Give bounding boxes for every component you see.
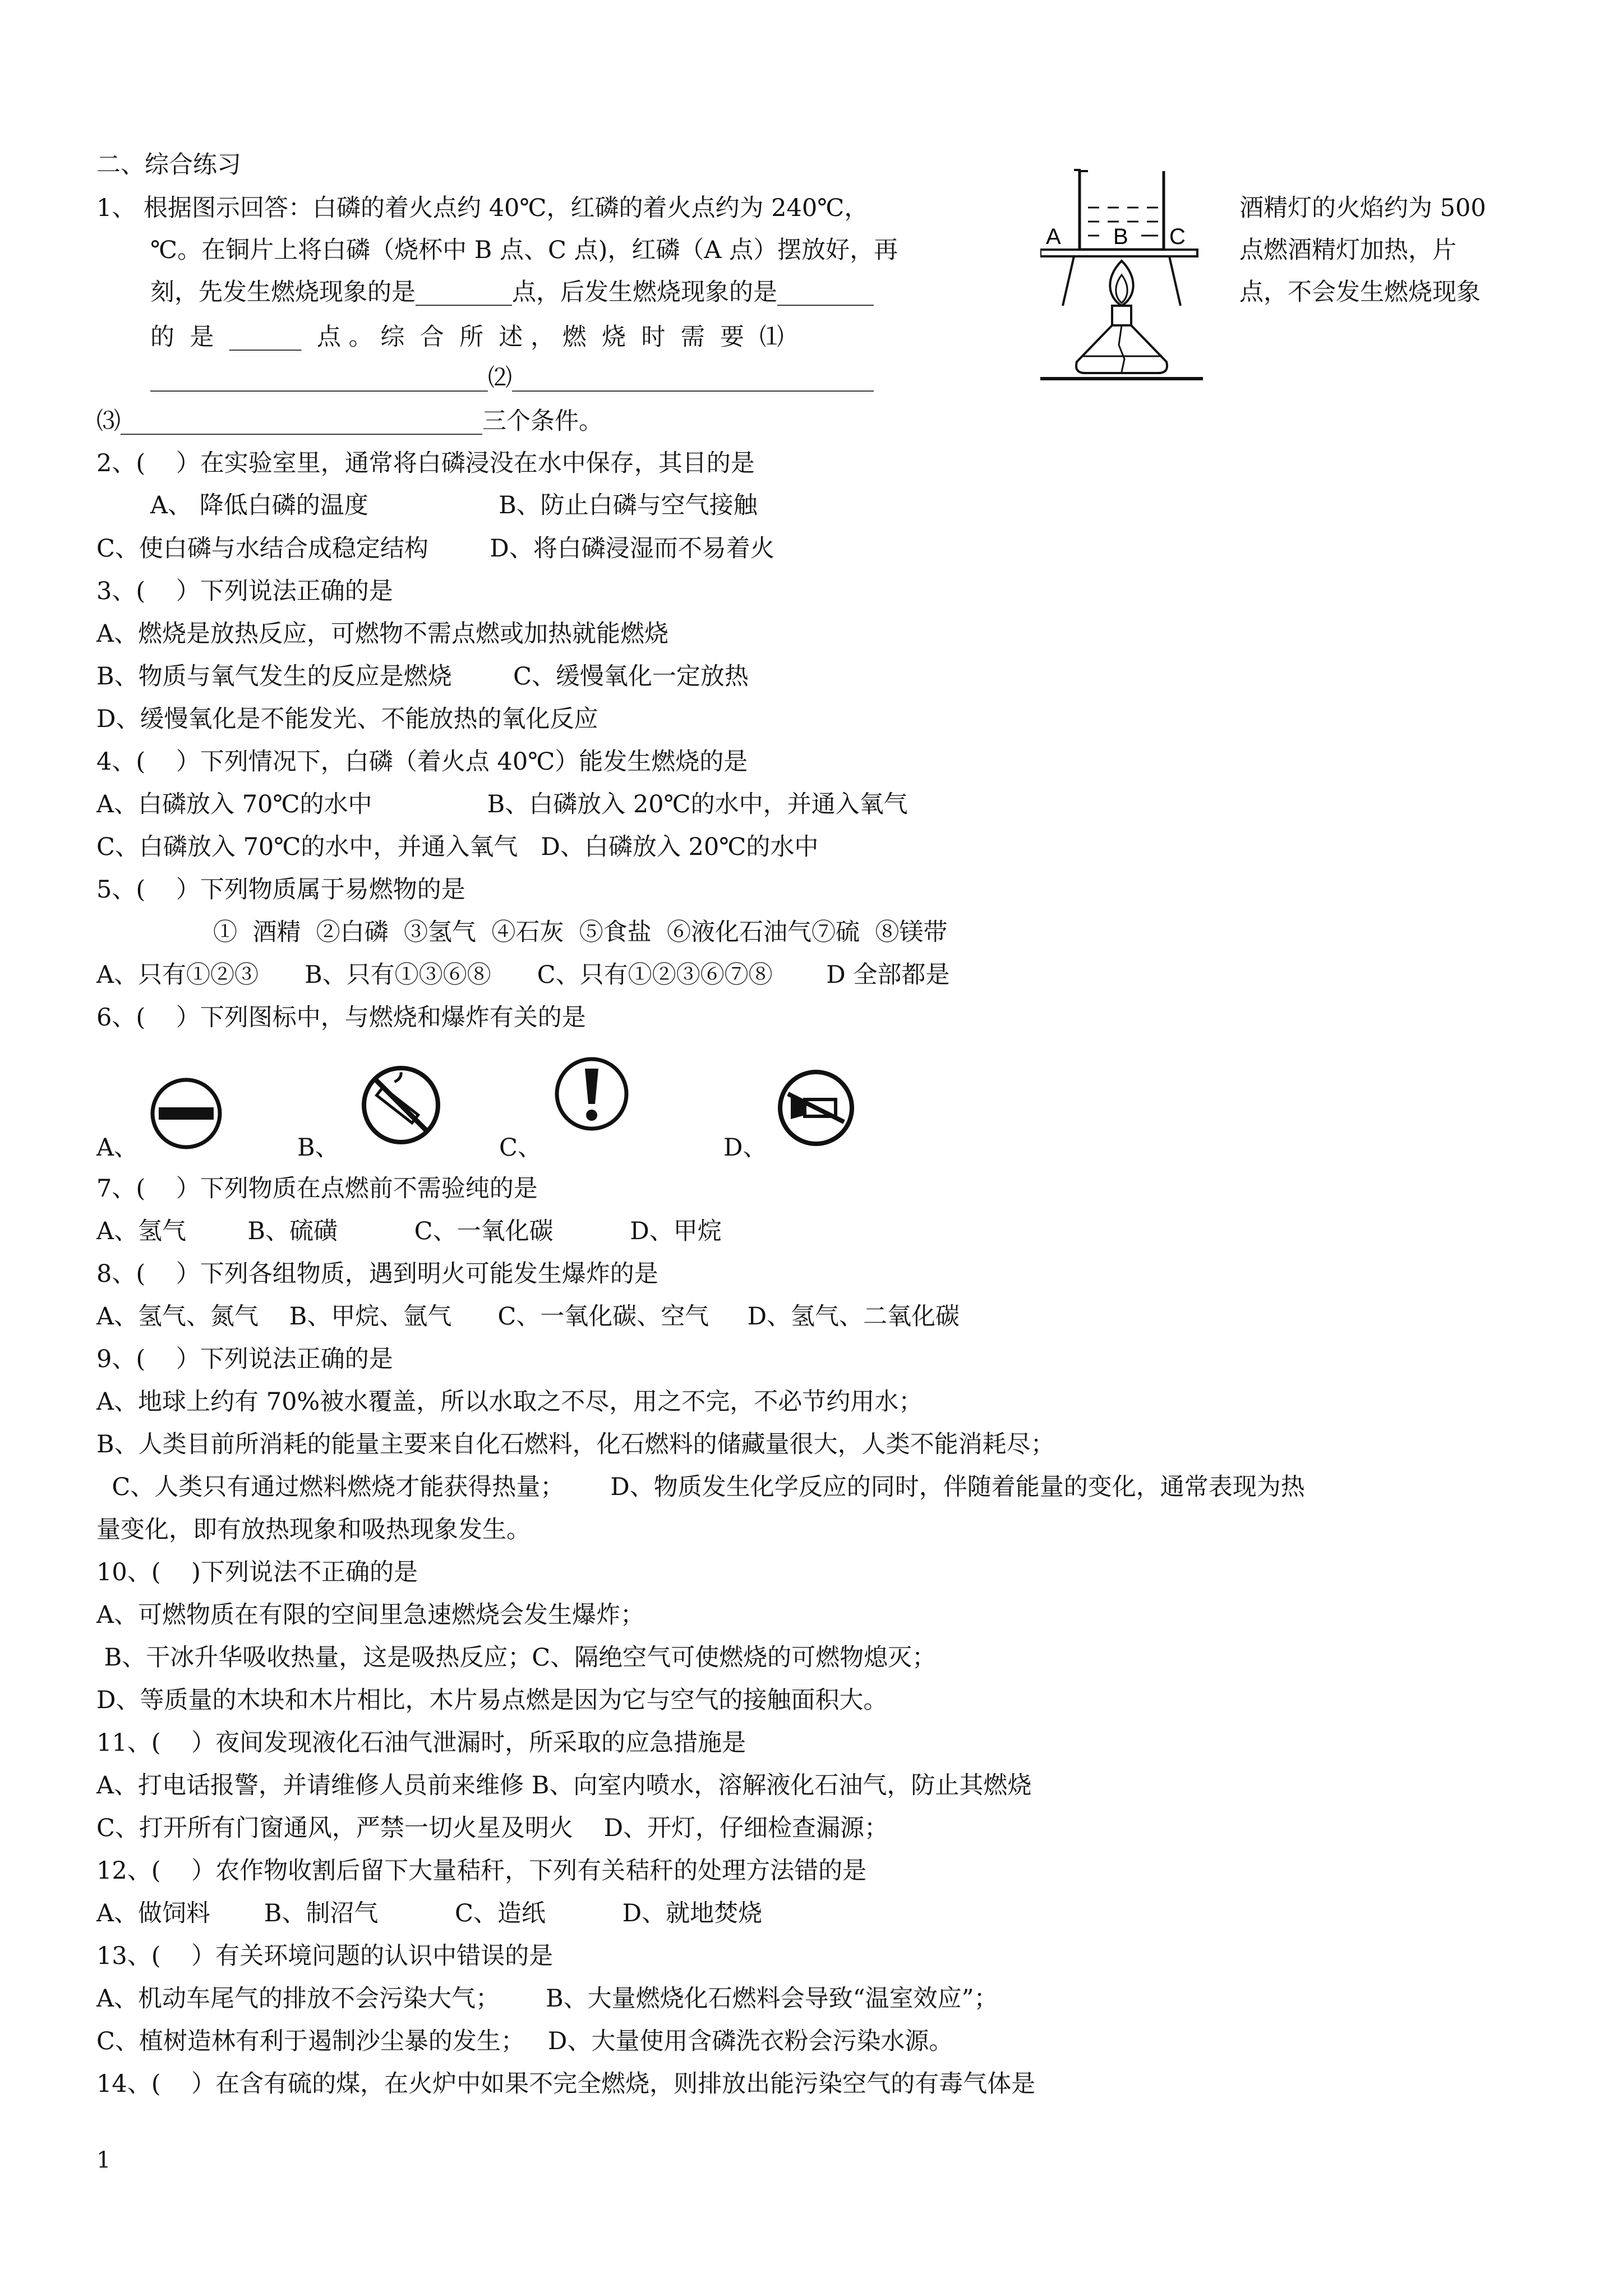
q11-options-cd: C、打开所有门窗通风，严禁一切火星及明火 D、开灯，仔细检查漏源； — [96, 1814, 889, 1842]
q4-options-cd: C、白磷放入 70℃的水中，并通入氧气 D、白磷放入 20℃的水中 — [96, 833, 819, 861]
q6-label-c: C、 — [499, 1134, 542, 1162]
q9-option-a: A、地球上约有 70%被水覆盖，所以水取之不尽，用之不完，不必节约用水； — [96, 1388, 923, 1416]
q10-option-d: D、等质量的木块和木片相比，木片易点燃是因为它与空气的接触面积大。 — [96, 1686, 888, 1714]
q5-items: ① 酒精 ②白磷 ③氢气 ④石灰 ⑤食盐 ⑥液化石油气⑦硫 ⑧镁带 — [213, 918, 948, 946]
q11-stem: 11、( ）夜间发现液化石油气泄漏时，所采取的应急措施是 — [96, 1729, 746, 1757]
q9-option-b: B、人类目前所消耗的能量主要来自化石燃料，化石燃料的储藏量很大，人类不能消耗尽； — [96, 1430, 1055, 1458]
q1-line2: ℃。在铜片上将白磷（烧杯中 B 点、C 点)，红磷（A 点）摆放好，再 — [150, 236, 898, 264]
q2-options-ab: A、 降低白磷的温度 B、防止白磷与空气接触 — [150, 491, 758, 519]
q1-line6: ⑶______________________________三个条件。 — [96, 407, 603, 435]
q8-stem: 8、( ）下列各组物质，遇到明火可能发生爆炸的是 — [96, 1260, 658, 1288]
q6-label-b: B、 — [297, 1134, 339, 1162]
q11-options-ab: A、打电话报警，并请维修人员前来维修 B、向室内喷水，溶解液化石油气，防止其燃烧 — [96, 1772, 1032, 1800]
q7-options: A、氢气 B、硫磺 C、一氧化碳 D、甲烷 — [96, 1217, 722, 1245]
q4-options-ab: A、白磷放入 70℃的水中 B、白磷放入 20℃的水中，并通入氧气 — [96, 790, 908, 818]
no-horn-icon — [774, 1066, 858, 1150]
q10-option-a: A、可燃物质在有限的空间里急速燃烧会发生爆炸； — [96, 1601, 645, 1629]
q4-stem: 4、( ）下列情况下，白磷（着火点 40℃）能发生燃烧的是 — [96, 748, 748, 776]
q8-options: A、氢气、氮气 B、甲烷、氩气 C、一氧化碳、空气 D、氢气、二氧化碳 — [96, 1303, 960, 1331]
exclamation-icon — [552, 1055, 631, 1133]
q13-stem: 13、( ）有关环境问题的认识中错误的是 — [96, 1942, 554, 1970]
q5-options: A、只有①②③ B、只有①③⑥⑧ C、只有①②③⑥⑦⑧ D 全部都是 — [96, 961, 950, 989]
figure-label-c: C — [1169, 224, 1186, 249]
q1-line1: 1、 根据图示回答：白磷的着火点约 40℃，红磷的着火点约为 240℃， — [96, 194, 869, 222]
q5-stem: 5、( ）下列物质属于易燃物的是 — [96, 876, 465, 904]
q9-stem: 9、( ）下列说法正确的是 — [96, 1345, 393, 1373]
q9-options-cd: C、人类只有通过燃料燃烧才能获得热量； D、物质发生化学反应的同时，伴随着能量的变化，通常表现为热 — [96, 1473, 1305, 1501]
q6-label-a: A、 — [96, 1134, 139, 1162]
q1-line2-right: 点燃酒精灯加热，片 — [1239, 236, 1456, 264]
q3-option-a: A、燃烧是放热反应，可燃物不需点燃或加热就能燃烧 — [96, 620, 669, 648]
section-title: 二、综合练习 — [96, 151, 241, 179]
q9-options-cd-cont: 量变化，即有放热现象和吸热现象发生。 — [96, 1516, 531, 1544]
q1-line5: ____________________________⑵______________________________ — [150, 364, 874, 392]
q14-stem: 14、( ）在含有硫的煤，在火炉中如果不完全燃烧，则排放出能污染空气的有毒气体是 — [96, 2070, 1036, 2098]
q6-label-d: D、 — [723, 1134, 767, 1162]
figure-label-b: B — [1113, 224, 1128, 249]
q1-line3: 刻，先发生燃烧现象的是________点，后发生燃烧现象的是________ — [150, 278, 874, 306]
q12-options: A、做饲料 B、制沼气 C、造纸 D、就地焚烧 — [96, 1899, 763, 1927]
q10-options-bc: B、干冰升华吸收热量，这是吸热反应；C、隔绝空气可使燃烧的可燃物熄灭； — [96, 1644, 937, 1672]
q3-options-bc: B、物质与氧气发生的反应是燃烧 C、缓慢氧化一定放热 — [96, 662, 749, 691]
q1-line4: 的 是 ______ 点 。 综 合 所 述 ， 燃 烧 时 需 要 ⑴ — [150, 323, 784, 351]
q7-stem: 7、( ）下列物质在点燃前不需验纯的是 — [96, 1175, 538, 1203]
q2-options-cd: C、使白磷与水结合成稳定结构 D、将白磷浸湿而不易着火 — [96, 535, 774, 563]
q1-line3-right: 点，不会发生燃烧现象 — [1239, 278, 1481, 306]
q13-options-cd: C、植树造林有利于遏制沙尘暴的发生； D、大量使用含磷洗衣粉会污染水源。 — [96, 2027, 953, 2055]
q13-options-ab: A、机动车尾气的排放不会污染大气； B、大量燃烧化石燃料会导致“温室效应”； — [96, 1985, 998, 2013]
combustion-apparatus-figure — [1040, 165, 1231, 390]
q3-option-d: D、缓慢氧化是不能发光、不能放热的氧化反应 — [96, 705, 598, 733]
q1-line1-right: 酒精灯的火焰约为 500 — [1239, 194, 1486, 222]
no-entry-icon — [149, 1076, 224, 1152]
q3-stem: 3、( ）下列说法正确的是 — [96, 577, 393, 605]
page-number: 1 — [96, 2147, 111, 2173]
q2-stem: 2、( ）在实验室里，通常将白磷浸没在水中保存，其目的是 — [96, 449, 755, 477]
q10-stem: 10、( )下列说法不正确的是 — [96, 1558, 418, 1586]
figure-label-a: A — [1046, 224, 1061, 249]
no-smoking-icon — [359, 1063, 443, 1147]
q12-stem: 12、( ）农作物收割后留下大量秸秆，下列有关秸秆的处理方法错的是 — [96, 1857, 867, 1885]
q6-stem: 6、( ）下列图标中，与燃烧和爆炸有关的是 — [96, 1004, 586, 1032]
